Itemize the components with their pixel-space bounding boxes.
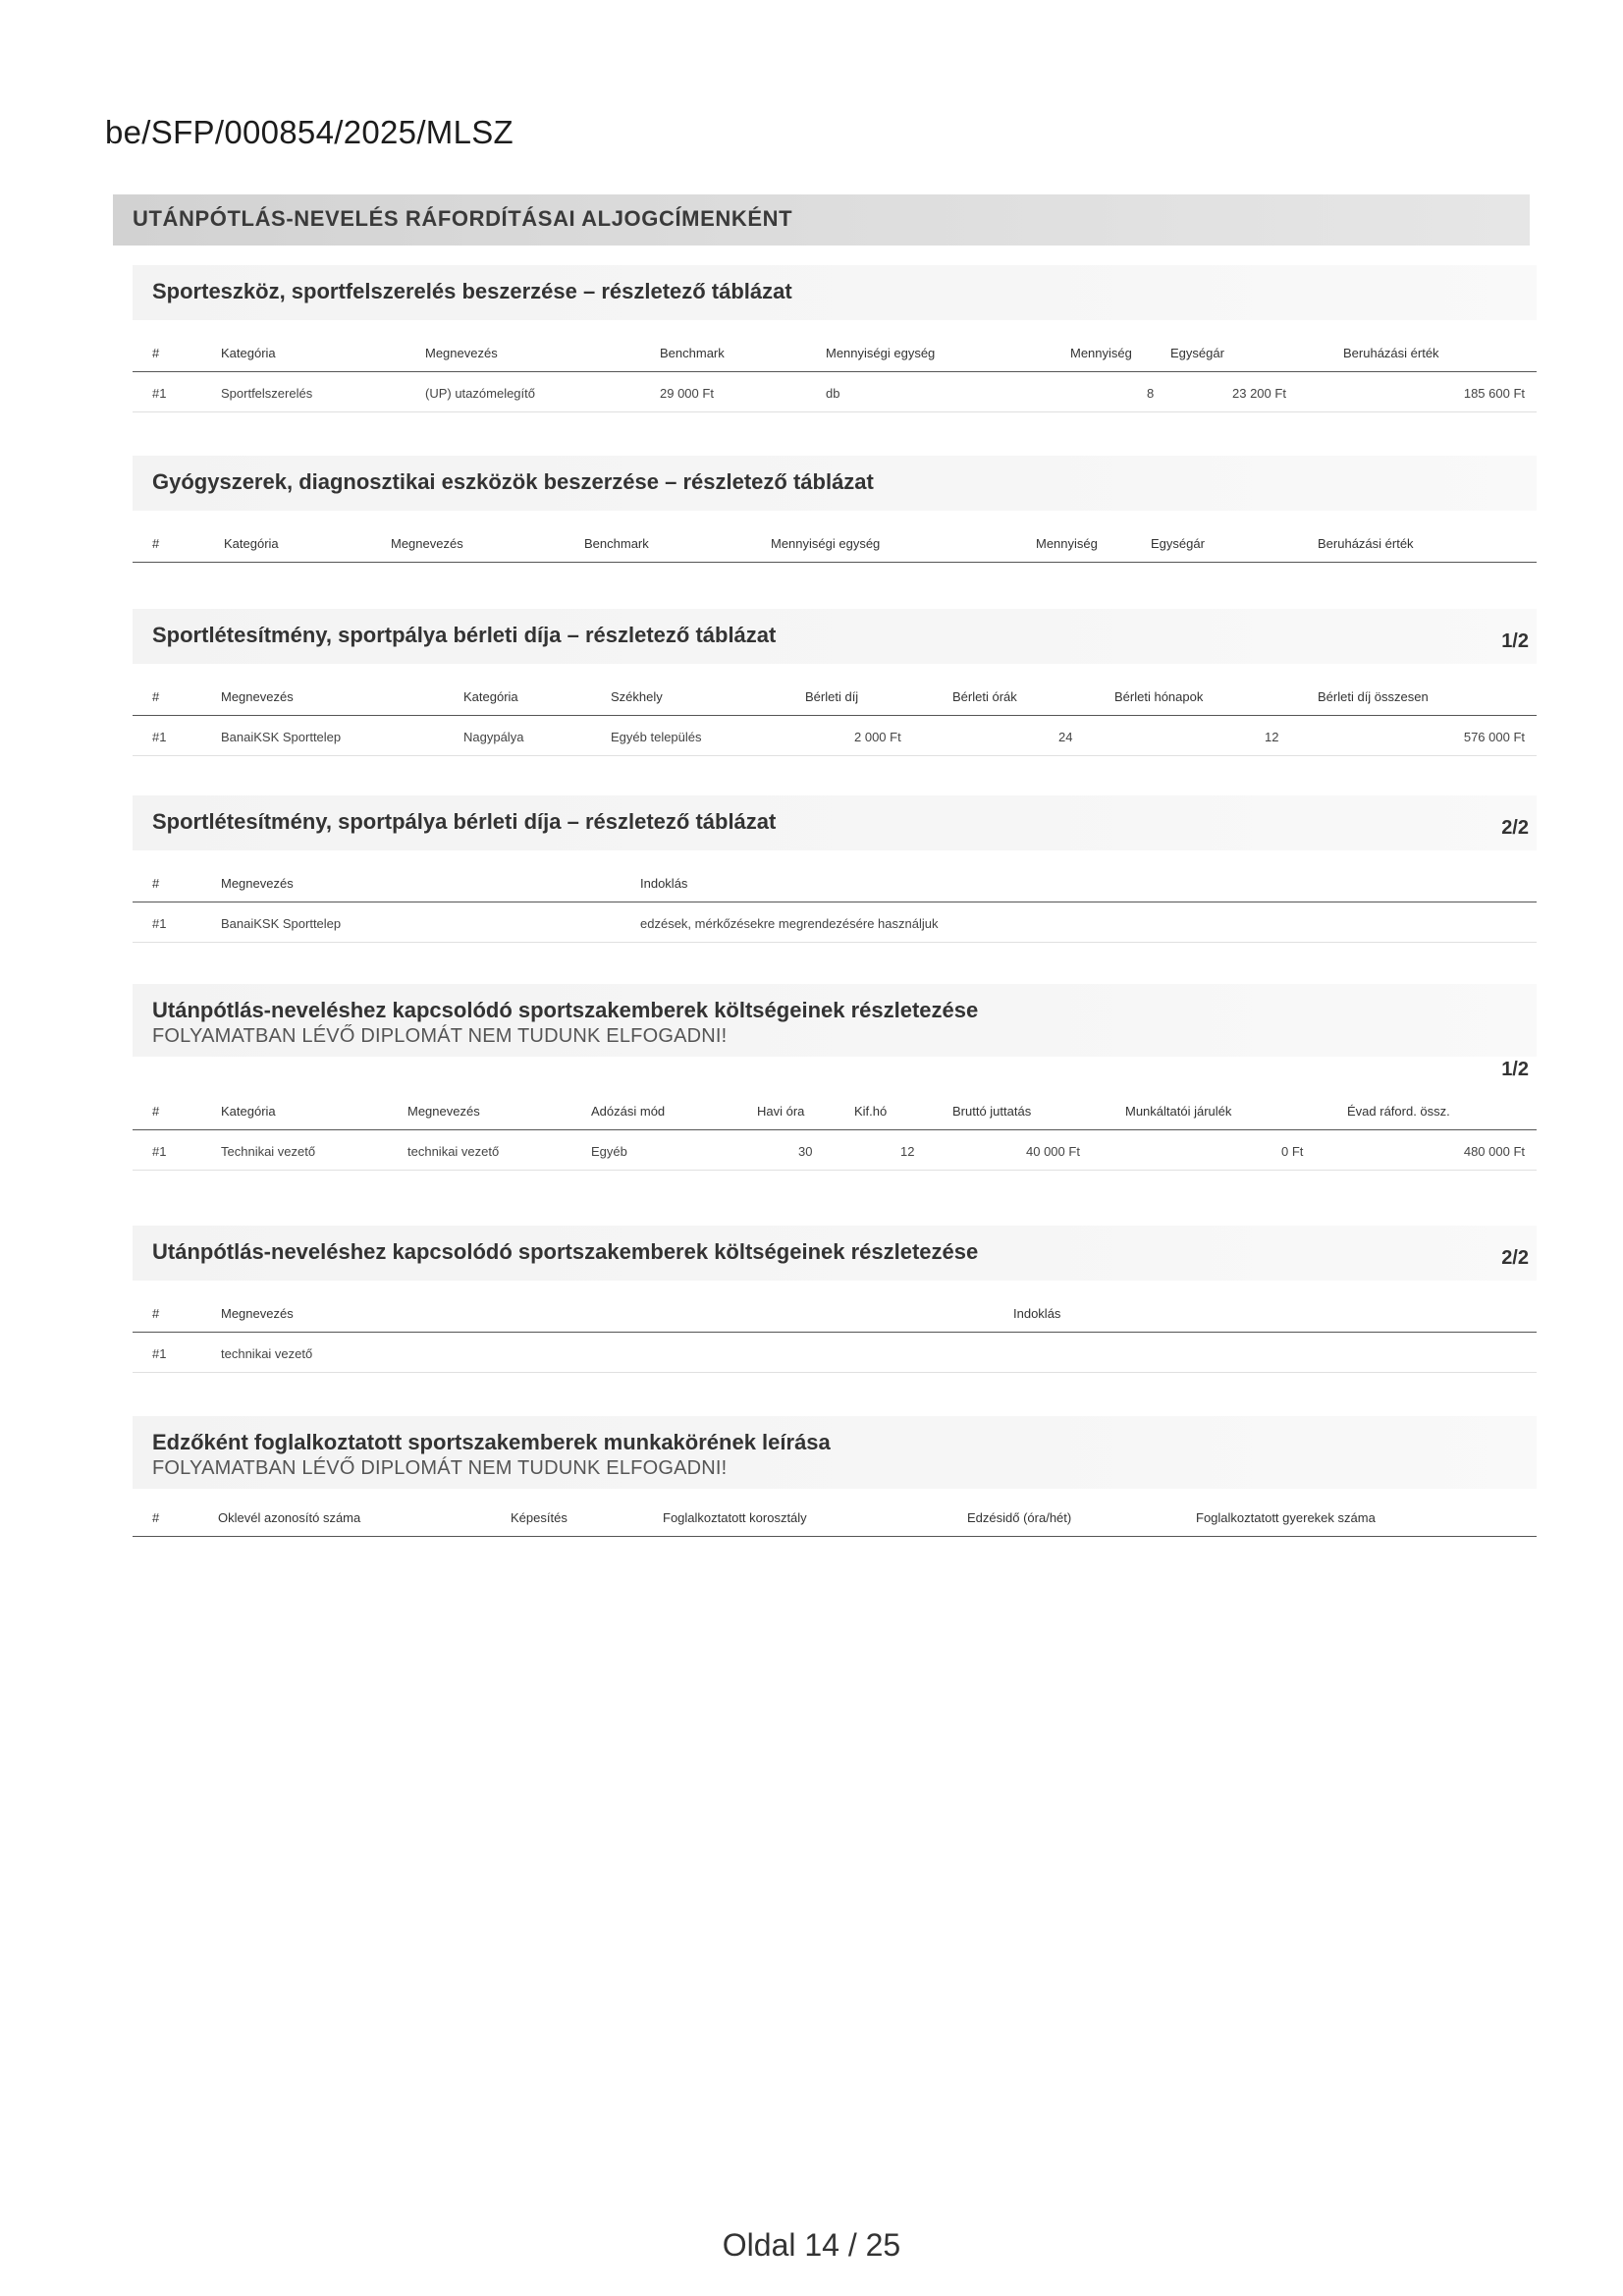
col-header: Havi óra	[757, 1104, 805, 1119]
col-header: Mennyiség	[1036, 536, 1098, 551]
col-header: Kategória	[463, 689, 518, 704]
coach-costs-table	[133, 1090, 1537, 1171]
cell: 0 Ft	[1281, 1144, 1304, 1159]
col-header: Mennyiség	[1070, 346, 1132, 360]
cell: 12	[1265, 730, 1279, 744]
section-coach-costs-2	[133, 1226, 1537, 1373]
cell: 2 000 Ft	[854, 730, 901, 744]
col-header: Bérleti hónapok	[1114, 689, 1204, 704]
section-header	[133, 456, 1537, 511]
col-header: Munkáltatói járulék	[1125, 1104, 1232, 1119]
table-row	[133, 1130, 1537, 1171]
section-header	[133, 609, 1537, 664]
section-warning: FOLYAMATBAN LÉVŐ DIPLOMÁT NEM TUDUNK ELFOGADNI!	[152, 1025, 728, 1047]
col-header: Edzésidő (óra/hét)	[967, 1510, 1072, 1525]
equipment-table	[133, 332, 1537, 412]
col-header: Indoklás	[1013, 1306, 1061, 1321]
facility-justification-table	[133, 862, 1537, 943]
col-header: Megnevezés	[391, 536, 463, 551]
coach-job-table	[133, 1497, 1537, 1537]
cell: technikai vezető	[221, 1346, 313, 1361]
cell: 8	[1147, 386, 1155, 401]
document-id: be/SFP/000854/2025/MLSZ	[105, 114, 514, 150]
col-header: Kategória	[224, 536, 279, 551]
col-header: Képesítés	[511, 1510, 568, 1525]
col-header: Bruttó juttatás	[952, 1104, 1032, 1119]
col-header: Egységár	[1170, 346, 1224, 360]
table-header-row	[133, 522, 1537, 563]
cell: Egyéb	[591, 1144, 627, 1159]
facility-rental-table	[133, 676, 1537, 756]
cell: 30	[798, 1144, 813, 1159]
table-header-row	[133, 1292, 1537, 1333]
col-header: Benchmark	[660, 346, 725, 360]
section-header	[133, 984, 1537, 1057]
coach-justification-table	[133, 1292, 1537, 1373]
section-header	[133, 1416, 1537, 1489]
cell: 480 000 Ft	[1463, 1144, 1525, 1159]
col-header: Egységár	[1151, 536, 1205, 551]
medicines-table	[133, 522, 1537, 563]
section-page-indicator: 1/2	[1501, 630, 1529, 652]
col-header: Indoklás	[640, 876, 688, 891]
col-header: Benchmark	[584, 536, 649, 551]
col-header: Megnevezés	[221, 876, 294, 891]
section-page-indicator: 2/2	[1501, 817, 1529, 839]
table-row	[133, 1333, 1537, 1373]
section-facility-rental-1	[133, 609, 1537, 756]
page-indicator-row	[133, 1057, 1537, 1086]
section-header	[133, 795, 1537, 850]
cell: Technikai vezető	[221, 1144, 316, 1159]
cell: 23 200 Ft	[1232, 386, 1286, 401]
main-section-banner	[113, 194, 1530, 246]
cell: Nagypálya	[463, 730, 524, 744]
section-title: Sportlétesítmény, sportpálya bérleti díja – részletező táblázat	[152, 809, 777, 834]
table-header-row	[133, 862, 1537, 902]
cell: #1	[152, 386, 167, 401]
col-header: Adózási mód	[591, 1104, 666, 1119]
col-header: Mennyiségi egység	[826, 346, 936, 360]
section-coach-costs-1	[133, 984, 1537, 1171]
col-header: Beruházási érték	[1318, 536, 1414, 551]
cell: 12	[900, 1144, 915, 1159]
section-title: Utánpótlás-neveléshez kapcsolódó sportszakemberek költségeinek részletezése	[152, 1239, 979, 1264]
cell: 24	[1058, 730, 1073, 744]
section-page-indicator: 2/2	[1501, 1247, 1529, 1269]
col-header: Megnevezés	[221, 1306, 294, 1321]
section-title: Sportlétesítmény, sportpálya bérleti díja – részletező táblázat	[152, 623, 777, 647]
col-header: Kategória	[221, 1104, 276, 1119]
section-facility-rental-2	[133, 795, 1537, 943]
cell: 576 000 Ft	[1463, 730, 1525, 744]
main-section-title: UTÁNPÓTLÁS-NEVELÉS RÁFORDÍTÁSAI ALJOGCÍMENKÉNT	[133, 206, 793, 231]
col-header: Kategória	[221, 346, 276, 360]
col-header: Bérleti díj	[805, 689, 859, 704]
col-header: Bérleti órák	[952, 689, 1017, 704]
section-title: Gyógyszerek, diagnosztikai eszközök beszerzése – részletező táblázat	[152, 469, 874, 494]
cell: 29 000 Ft	[660, 386, 714, 401]
table-header-row	[133, 332, 1537, 372]
table-row	[133, 372, 1537, 412]
col-header: #	[152, 689, 160, 704]
col-header: #	[152, 1306, 160, 1321]
cell: (UP) utazómelegítő	[425, 386, 535, 401]
col-header: #	[152, 1104, 160, 1119]
col-header: Megnevezés	[425, 346, 498, 360]
section-header	[133, 1226, 1537, 1281]
col-header: Megnevezés	[221, 689, 294, 704]
section-title: Utánpótlás-neveléshez kapcsolódó sportszakemberek költségeinek részletezése	[152, 998, 979, 1022]
cell: #1	[152, 730, 167, 744]
table-header-row	[133, 1090, 1537, 1130]
col-header: #	[152, 346, 160, 360]
cell: Sportfelszerelés	[221, 386, 313, 401]
section-coach-job-description	[133, 1416, 1537, 1537]
table-row	[133, 716, 1537, 756]
cell: Egyéb település	[611, 730, 702, 744]
page-number-footer: Oldal 14 / 25	[722, 2227, 901, 2263]
col-header: #	[152, 1510, 160, 1525]
cell: #1	[152, 916, 167, 931]
col-header: Oklevél azonosító száma	[218, 1510, 361, 1525]
col-header: Foglalkoztatott korosztály	[663, 1510, 807, 1525]
col-header: Bérleti díj összesen	[1318, 689, 1429, 704]
cell: 185 600 Ft	[1463, 386, 1525, 401]
cell: BanaiKSK Sporttelep	[221, 730, 342, 744]
cell: edzések, mérkőzésekre megrendezésére használjuk	[640, 916, 939, 931]
col-header: Kif.hó	[854, 1104, 888, 1119]
cell: 40 000 Ft	[1026, 1144, 1080, 1159]
table-header-row	[133, 676, 1537, 716]
col-header: Megnevezés	[407, 1104, 480, 1119]
col-header: Mennyiségi egység	[771, 536, 881, 551]
col-header: Székhely	[611, 689, 663, 704]
table-row	[133, 902, 1537, 943]
section-medicines	[133, 456, 1537, 563]
cell: #1	[152, 1346, 167, 1361]
col-header: #	[152, 536, 160, 551]
section-sports-equipment	[133, 265, 1537, 412]
section-header	[133, 265, 1537, 320]
cell: db	[826, 386, 840, 401]
col-header: Beruházási érték	[1343, 346, 1439, 360]
section-page-indicator: 1/2	[1501, 1059, 1529, 1080]
cell: BanaiKSK Sporttelep	[221, 916, 342, 931]
cell: #1	[152, 1144, 167, 1159]
table-header-row	[133, 1497, 1537, 1537]
section-warning: FOLYAMATBAN LÉVŐ DIPLOMÁT NEM TUDUNK ELFOGADNI!	[152, 1457, 728, 1479]
cell: technikai vezető	[407, 1144, 500, 1159]
col-header: Évad ráford. össz.	[1347, 1104, 1450, 1119]
col-header: Foglalkoztatott gyerekek száma	[1196, 1510, 1376, 1525]
section-title: Edzőként foglalkoztatott sportszakemberek munkakörének leírása	[152, 1430, 831, 1454]
section-title: Sporteszköz, sportfelszerelés beszerzése – részletező táblázat	[152, 279, 792, 303]
col-header: #	[152, 876, 160, 891]
